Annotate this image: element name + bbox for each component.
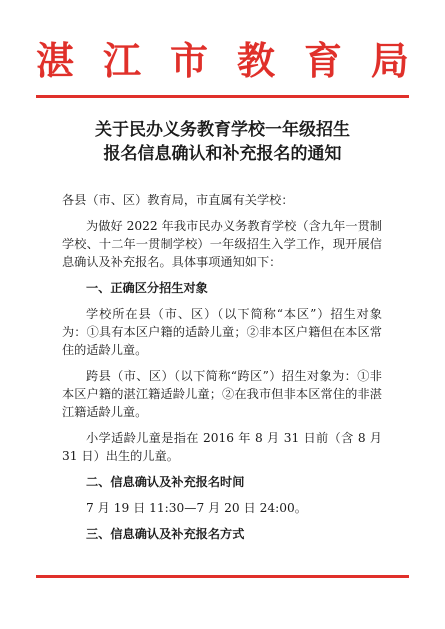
letterhead-char: 市 [169, 38, 208, 83]
section-heading-3: 三、信息确认及补充报名方式 [86, 527, 245, 541]
letterhead-char: 教 [236, 38, 275, 83]
letterhead-char: 江 [102, 38, 141, 83]
salutation: 各县（市、区）教育局，市直属有关学校： [62, 193, 294, 207]
paragraph-age-definition: 小学适龄儿童是指在 2016 年 8 月 31 日前（含 8 月 31 日）出生的儿童。 [62, 431, 382, 463]
document-title-line-1: 关于民办义务教育学校一年级招生 [95, 120, 350, 140]
paragraph-cross-district-targets: 跨县（市、区）（以下简称“跨区”）招生对象为：①非本区户籍的湛江籍适龄儿童；②在我市但非本区常住的非湛江籍适龄儿童。 [62, 369, 382, 419]
document-body [62, 191, 382, 551]
letterhead-char: 育 [303, 38, 342, 83]
letterhead-char: 湛 [36, 38, 75, 83]
section-heading-1: 一、正确区分招生对象 [86, 281, 208, 295]
paragraph-time-window: 7 月 19 日 11:30—7 月 20 日 24:00。 [86, 501, 307, 515]
document-title-line-2: 报名信息确认和补充报名的通知 [103, 144, 342, 164]
section-heading-2: 二、信息确认及补充报名时间 [86, 475, 245, 489]
letterhead-divider [36, 95, 409, 98]
paragraph-local-targets: 学校所在县（市、区）（以下简称“本区”）招生对象为：①具有本区户籍的适龄儿童；②非本区户籍但在本区常住的适龄儿童。 [62, 307, 382, 357]
intro-paragraph: 为做好 2022 年我市民办义务教育学校（含九年一贯制学校、十二年一贯制学校）一年级招生入学工作，现开展信息确认及补充报名。具体事项通知如下： [62, 219, 382, 269]
footer-divider [36, 575, 409, 578]
letterhead-char: 局 [370, 38, 409, 83]
letterhead [36, 36, 409, 86]
